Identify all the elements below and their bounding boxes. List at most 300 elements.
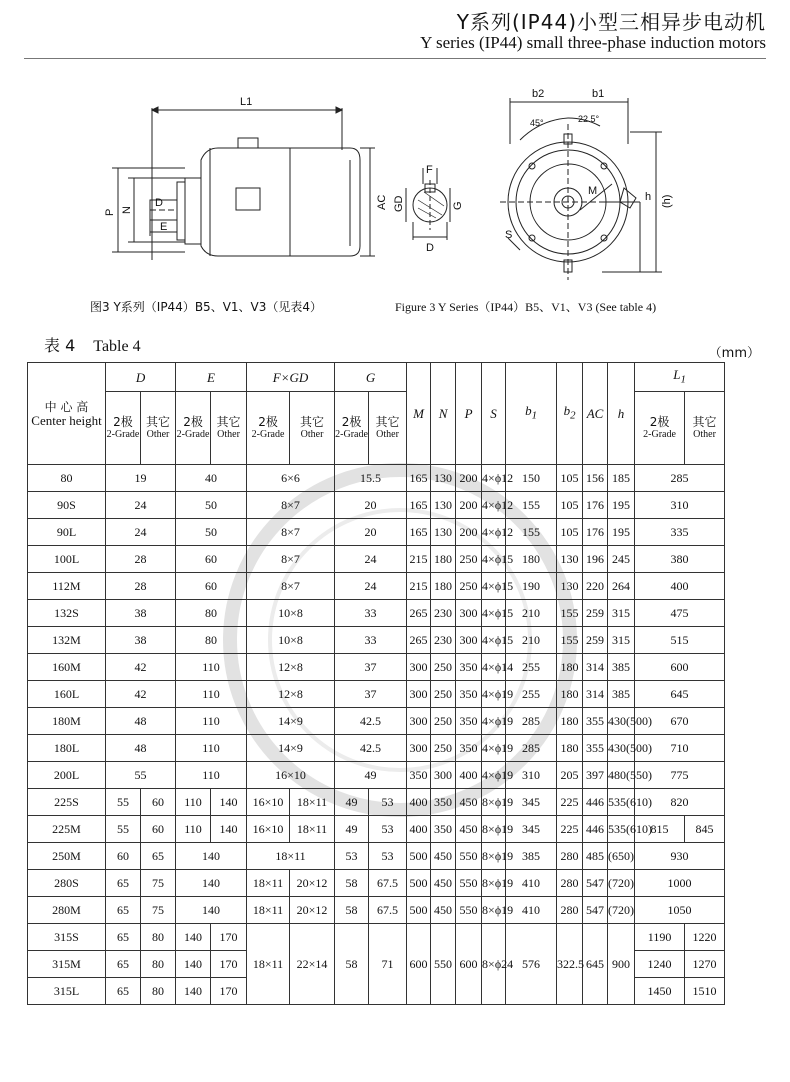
table-row — [28, 654, 765, 681]
cell-fgd: 18×11 — [247, 843, 335, 870]
cell-l1: 310 — [635, 492, 725, 519]
subheader-grade2-cn: 2极 — [258, 414, 278, 429]
cell-h: 430(500) — [608, 708, 635, 735]
header-b2-main: b — [563, 403, 571, 419]
table-row — [28, 870, 765, 897]
label-h: h — [645, 191, 652, 203]
cell-l1-other: 845 — [685, 816, 725, 843]
header-l1-main: L — [673, 366, 681, 382]
subheader-d-other — [141, 392, 176, 465]
subheader-other-cn: 其它 — [216, 414, 241, 429]
cell-m: 400 — [407, 816, 431, 843]
subheader-grade2-cn: 2极 — [183, 414, 203, 429]
cell-m: 165 — [407, 519, 431, 546]
cell-h: 264 — [608, 573, 635, 600]
cell-m: 300 — [407, 735, 431, 762]
cell-p: 250 — [456, 573, 482, 600]
cell-l1: 285 — [635, 465, 725, 492]
cell-p: 200 — [456, 519, 482, 546]
cell-m: 500 — [407, 870, 431, 897]
cell-p: 250 — [456, 546, 482, 573]
cell-h: 195 — [608, 492, 635, 519]
cell-g-other: 67.5 — [369, 870, 407, 897]
cell-m: 265 — [407, 627, 431, 654]
cell-center-height: 200L — [28, 762, 106, 789]
cell-b1: 155 — [506, 519, 557, 546]
cell-ac: 485 — [583, 843, 608, 870]
cell-d: 28 — [106, 546, 176, 573]
cell-b1: 190 — [506, 573, 557, 600]
cell-l1-2grade: 1190 — [635, 924, 685, 951]
cell-e-other: 140 — [211, 816, 247, 843]
cell-p: 350 — [456, 708, 482, 735]
cell-b1: 310 — [506, 762, 557, 789]
cell-ac: 314 — [583, 654, 608, 681]
cell-d-2grade: 65 — [106, 897, 141, 924]
cell-g-2grade: 58 — [335, 924, 369, 1005]
cell-ac: 547 — [583, 870, 608, 897]
cell-s: 8×ϕ19 — [482, 897, 506, 924]
cell-p: 450 — [456, 789, 482, 816]
cell-e: 110 — [176, 708, 247, 735]
cell-s: 4×ϕ19 — [482, 762, 506, 789]
cell-h: 430(500) — [608, 735, 635, 762]
label-d: D — [155, 197, 163, 209]
cell-b2: 280 — [557, 897, 583, 924]
cell-e: 110 — [176, 681, 247, 708]
cell-b1: 410 — [506, 870, 557, 897]
cell-n: 130 — [431, 465, 456, 492]
cell-fgd-other: 20×12 — [290, 870, 335, 897]
cell-b2: 180 — [557, 708, 583, 735]
cell-p: 350 — [456, 654, 482, 681]
cell-b1: 180 — [506, 546, 557, 573]
cell-s: 8×ϕ24 — [482, 924, 506, 1005]
cell-e: 110 — [176, 762, 247, 789]
table-row — [28, 519, 765, 546]
cell-p: 550 — [456, 843, 482, 870]
subheader-other-cn: 其它 — [146, 414, 171, 429]
header-ac: AC — [583, 363, 608, 465]
cell-d-2grade: 55 — [106, 789, 141, 816]
cell-d-other: 80 — [141, 924, 176, 951]
cell-l1-other: 1510 — [685, 978, 725, 1005]
cell-d-2grade: 65 — [106, 924, 141, 951]
table-row — [28, 708, 765, 735]
cell-d-2grade: 55 — [106, 816, 141, 843]
cell-b2: 280 — [557, 870, 583, 897]
table-title-cn: 表 4 — [44, 336, 76, 355]
label-n: N — [121, 206, 133, 214]
cell-center-height: 132S — [28, 600, 106, 627]
cell-m: 500 — [407, 897, 431, 924]
cell-h: 900 — [608, 924, 635, 1005]
subheader-l1-grade2 — [635, 392, 685, 465]
cell-ac: 397 — [583, 762, 608, 789]
cell-center-height: 180L — [28, 735, 106, 762]
cell-n: 230 — [431, 600, 456, 627]
title-english: Y series (IP44) small three-phase induction motors — [420, 33, 766, 52]
cell-b1: 210 — [506, 627, 557, 654]
cell-b2: 105 — [557, 465, 583, 492]
cell-n: 180 — [431, 546, 456, 573]
header-center-cn: 中 心 高 — [44, 399, 89, 414]
cell-p: 350 — [456, 735, 482, 762]
cell-center-height: 250M — [28, 843, 106, 870]
cell-h: 315 — [608, 600, 635, 627]
cell-s: 4×ϕ19 — [482, 708, 506, 735]
header-b2 — [557, 363, 583, 465]
cell-e: 50 — [176, 519, 247, 546]
cell-fgd: 10×8 — [247, 627, 335, 654]
cell-s: 4×ϕ12 — [482, 519, 506, 546]
cell-b1: 255 — [506, 681, 557, 708]
cell-h: (720) — [608, 897, 635, 924]
cell-g-2grade: 58 — [335, 897, 369, 924]
header-g: G — [335, 363, 407, 392]
cell-b1: 410 — [506, 897, 557, 924]
cell-m: 165 — [407, 492, 431, 519]
cell-s: 4×ϕ14 — [482, 654, 506, 681]
front-view — [500, 98, 662, 280]
table-row — [28, 573, 765, 600]
cell-b1: 345 — [506, 816, 557, 843]
cell-h: 245 — [608, 546, 635, 573]
cell-b2: 155 — [557, 600, 583, 627]
cell-fgd: 14×9 — [247, 708, 335, 735]
cell-center-height: 225M — [28, 816, 106, 843]
cell-fgd-2grade: 18×11 — [247, 924, 290, 1005]
cell-g: 33 — [335, 627, 407, 654]
cell-l1-2grade: 1240 — [635, 951, 685, 978]
cell-e: 80 — [176, 600, 247, 627]
cell-d: 19 — [106, 465, 176, 492]
label-b2: b2 — [532, 88, 545, 100]
cell-g-other: 71 — [369, 924, 407, 1005]
subheader-fgd-other — [290, 392, 335, 465]
cell-n: 180 — [431, 573, 456, 600]
cell-ac: 196 — [583, 546, 608, 573]
cell-fgd: 12×8 — [247, 654, 335, 681]
table-row — [28, 546, 765, 573]
cell-ac: 220 — [583, 573, 608, 600]
cell-l1: 710 — [635, 735, 725, 762]
cell-fgd: 14×9 — [247, 735, 335, 762]
cell-l1: 400 — [635, 573, 725, 600]
cell-l1: 335 — [635, 519, 725, 546]
cell-l1: 600 — [635, 654, 725, 681]
cell-e: 140 — [176, 897, 247, 924]
header-p: P — [456, 363, 482, 465]
cell-p: 400 — [456, 762, 482, 789]
cell-d: 38 — [106, 600, 176, 627]
subheader-other-en: Other — [217, 428, 240, 440]
cell-fgd-other: 20×12 — [290, 897, 335, 924]
cell-m: 300 — [407, 654, 431, 681]
cell-d: 48 — [106, 708, 176, 735]
cell-s: 4×ϕ12 — [482, 465, 506, 492]
cell-s: 8×ϕ19 — [482, 789, 506, 816]
cell-e: 110 — [176, 735, 247, 762]
subheader-g-other — [369, 392, 407, 465]
cell-h: 535(610) — [608, 789, 635, 816]
cell-ac: 176 — [583, 492, 608, 519]
cell-m: 300 — [407, 681, 431, 708]
cell-m: 165 — [407, 465, 431, 492]
cell-b2: 180 — [557, 681, 583, 708]
cell-l1-other: 1270 — [685, 951, 725, 978]
cell-n: 250 — [431, 681, 456, 708]
subheader-e-grade2 — [176, 392, 211, 465]
cell-b2: 225 — [557, 816, 583, 843]
cell-p: 200 — [456, 492, 482, 519]
cell-center-height: 112M — [28, 573, 106, 600]
cell-center-height: 315M — [28, 951, 106, 978]
spec-table-container — [27, 362, 764, 1005]
cell-l1: 930 — [635, 843, 725, 870]
cell-p: 450 — [456, 816, 482, 843]
cell-l1: 380 — [635, 546, 725, 573]
cell-d: 42 — [106, 654, 176, 681]
spec-table — [27, 362, 765, 1005]
cell-l1: 475 — [635, 600, 725, 627]
cell-fgd-2grade: 18×11 — [247, 870, 290, 897]
cell-s: 4×ϕ15 — [482, 573, 506, 600]
cell-fgd: 8×7 — [247, 573, 335, 600]
cell-s: 4×ϕ19 — [482, 681, 506, 708]
cell-fgd: 10×8 — [247, 600, 335, 627]
cell-g: 49 — [335, 762, 407, 789]
cell-h: (650) — [608, 843, 635, 870]
cell-fgd: 12×8 — [247, 681, 335, 708]
cell-e-2grade: 140 — [176, 978, 211, 1005]
cell-h: 185 — [608, 465, 635, 492]
cell-fgd: 16×10 — [247, 762, 335, 789]
cell-h: 480(550) — [608, 762, 635, 789]
header-b2-sub: 2 — [570, 409, 576, 422]
header-b1-main: b — [525, 403, 532, 419]
cell-center-height: 90L — [28, 519, 106, 546]
cell-ac: 645 — [583, 924, 608, 1005]
cell-b2: 105 — [557, 492, 583, 519]
cell-b2: 205 — [557, 762, 583, 789]
cell-m: 400 — [407, 789, 431, 816]
cell-fgd: 8×7 — [247, 519, 335, 546]
cell-b1: 255 — [506, 654, 557, 681]
cell-center-height: 315S — [28, 924, 106, 951]
cell-e: 80 — [176, 627, 247, 654]
cell-b1: 155 — [506, 492, 557, 519]
cell-ac: 446 — [583, 816, 608, 843]
cell-b2: 180 — [557, 735, 583, 762]
cell-n: 250 — [431, 654, 456, 681]
cell-g: 33 — [335, 600, 407, 627]
figure-caption-cn: 图3 Y系列（IP44）B5、V1、V3（见表4） — [90, 300, 323, 314]
cell-p: 550 — [456, 897, 482, 924]
cell-fgd: 8×7 — [247, 546, 335, 573]
cell-h: 195 — [608, 519, 635, 546]
cell-d: 48 — [106, 735, 176, 762]
cell-s: 8×ϕ19 — [482, 870, 506, 897]
label-h-paren: (h) — [661, 194, 673, 208]
cell-h: 385 — [608, 654, 635, 681]
subheader-grade2-cn: 2极 — [649, 414, 670, 429]
subheader-l1-other — [685, 392, 725, 465]
label-ac: AC — [376, 194, 388, 210]
cell-b2: 155 — [557, 627, 583, 654]
table-row — [28, 789, 765, 816]
table-row — [28, 735, 765, 762]
subheader-grade2-en: 2-Grade — [251, 428, 285, 440]
cell-l1-other: 1220 — [685, 924, 725, 951]
cell-e: 60 — [176, 546, 247, 573]
cell-n: 250 — [431, 708, 456, 735]
cell-fgd-2grade: 16×10 — [247, 816, 290, 843]
subheader-grade2-en: 2-Grade — [335, 428, 368, 440]
cell-l1: 775 — [635, 762, 725, 789]
cell-n: 300 — [431, 762, 456, 789]
cell-ac: 355 — [583, 735, 608, 762]
cell-e: 40 — [176, 465, 247, 492]
cell-fgd-other: 22×14 — [290, 924, 335, 1005]
header-e: E — [176, 363, 247, 392]
cell-d-other: 75 — [141, 897, 176, 924]
header-fgd: F×GD — [247, 363, 335, 392]
table-row — [28, 681, 765, 708]
cell-m: 215 — [407, 546, 431, 573]
cell-g-2grade: 49 — [335, 789, 369, 816]
subheader-grade2-en: 2-Grade — [176, 428, 210, 440]
header-h: h — [608, 363, 635, 465]
cell-ac: 355 — [583, 708, 608, 735]
subheader-grade2-cn: 2极 — [113, 414, 133, 429]
cell-center-height: 160L — [28, 681, 106, 708]
cell-d: 24 — [106, 492, 176, 519]
cell-ac: 314 — [583, 681, 608, 708]
subheader-grade2-en: 2-Grade — [106, 428, 140, 440]
subheader-grade2-cn: 2极 — [341, 414, 362, 429]
cell-n: 450 — [431, 870, 456, 897]
cell-g-other: 67.5 — [369, 897, 407, 924]
cell-d-other: 80 — [141, 951, 176, 978]
table-row — [28, 600, 765, 627]
cell-d-other: 60 — [141, 816, 176, 843]
cell-d: 24 — [106, 519, 176, 546]
label-e: E — [160, 221, 168, 233]
cell-b1: 385 — [506, 843, 557, 870]
cell-g: 42.5 — [335, 708, 407, 735]
table-row — [28, 816, 765, 843]
cell-g: 37 — [335, 654, 407, 681]
cell-d-2grade: 65 — [106, 978, 141, 1005]
cell-l1: 820 — [635, 789, 725, 816]
label-l1: L1 — [240, 96, 253, 108]
cell-n: 550 — [431, 924, 456, 1005]
cell-ac: 259 — [583, 627, 608, 654]
cell-h: (720) — [608, 870, 635, 897]
cell-e-2grade: 140 — [176, 924, 211, 951]
cell-m: 350 — [407, 762, 431, 789]
cell-center-height: 280S — [28, 870, 106, 897]
header-b1-sub: 1 — [531, 409, 537, 422]
cell-b2: 322.5 — [557, 924, 583, 1005]
cell-l1: 645 — [635, 681, 725, 708]
cell-s: 8×ϕ19 — [482, 816, 506, 843]
subheader-other-cn: 其它 — [300, 414, 325, 429]
cell-m: 600 — [407, 924, 431, 1005]
table-row — [28, 627, 765, 654]
cell-d: 28 — [106, 573, 176, 600]
cell-l1-2grade: 815 — [635, 816, 685, 843]
header-center-en: Center height — [31, 412, 102, 428]
cell-p: 550 — [456, 870, 482, 897]
subheader-other-cn: 其它 — [692, 414, 717, 429]
cell-d-other: 75 — [141, 870, 176, 897]
cell-b2: 105 — [557, 519, 583, 546]
cell-n: 130 — [431, 519, 456, 546]
cell-e-other: 170 — [211, 978, 247, 1005]
cell-b1: 150 — [506, 465, 557, 492]
cell-center-height: 160M — [28, 654, 106, 681]
cell-l1: 1000 — [635, 870, 725, 897]
cell-l1: 515 — [635, 627, 725, 654]
subheader-other-en: Other — [376, 428, 399, 440]
cell-s: 4×ϕ19 — [482, 735, 506, 762]
cell-center-height: 80 — [28, 465, 106, 492]
subheader-other-cn: 其它 — [375, 414, 400, 429]
cell-ac: 156 — [583, 465, 608, 492]
cell-ac: 259 — [583, 600, 608, 627]
cell-s: 4×ϕ15 — [482, 627, 506, 654]
cell-center-height: 132M — [28, 627, 106, 654]
cell-s: 4×ϕ12 — [482, 492, 506, 519]
cell-fgd-2grade: 16×10 — [247, 789, 290, 816]
cell-h: 385 — [608, 681, 635, 708]
cell-g-other: 53 — [369, 816, 407, 843]
header-s: S — [482, 363, 506, 465]
cell-d-other: 60 — [141, 789, 176, 816]
subheader-other-en: Other — [693, 428, 716, 440]
side-view — [112, 107, 375, 260]
cell-g: 20 — [335, 492, 407, 519]
header-l1 — [635, 363, 725, 392]
label-gd: GD — [393, 195, 405, 212]
label-d-shaft: D — [426, 242, 434, 254]
cell-e-other: 170 — [211, 951, 247, 978]
spec-table-body — [28, 465, 765, 1005]
header-rule — [24, 58, 766, 59]
cell-b1: 210 — [506, 600, 557, 627]
cell-p: 300 — [456, 600, 482, 627]
header-l1-sub: 1 — [680, 373, 686, 386]
cell-m: 300 — [407, 708, 431, 735]
header-row-1 — [28, 363, 765, 392]
label-m: M — [588, 185, 598, 197]
cell-e-other: 140 — [211, 789, 247, 816]
cell-n: 350 — [431, 816, 456, 843]
cell-b2: 130 — [557, 546, 583, 573]
label-f: F — [426, 164, 433, 176]
cell-e-2grade: 110 — [176, 816, 211, 843]
cell-p: 200 — [456, 465, 482, 492]
label-b1: b1 — [592, 88, 605, 100]
cell-fgd-other: 18×11 — [290, 789, 335, 816]
cell-b1: 285 — [506, 735, 557, 762]
subheader-other-en: Other — [146, 428, 170, 440]
cell-s: 4×ϕ15 — [482, 600, 506, 627]
label-p: P — [104, 208, 116, 216]
table-title-en: Table 4 — [93, 338, 141, 355]
